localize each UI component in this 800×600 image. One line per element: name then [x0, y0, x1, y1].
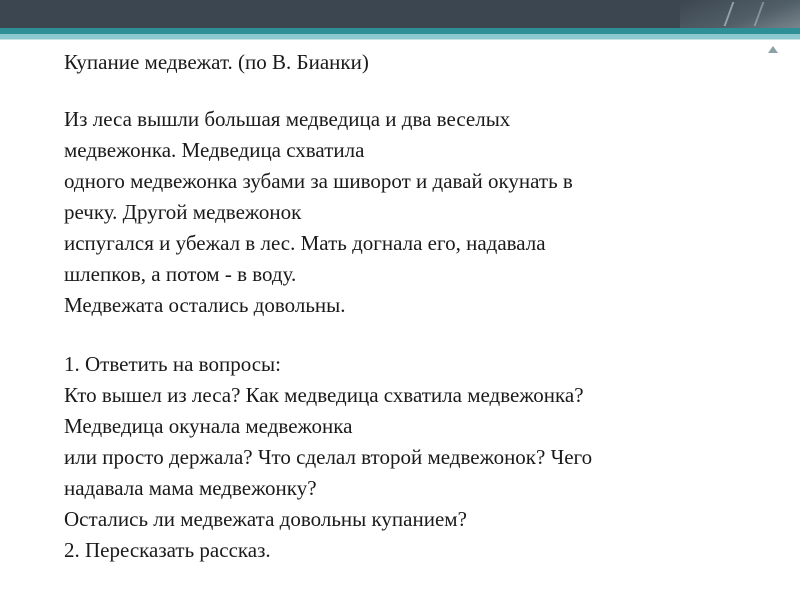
spacer [64, 76, 764, 104]
header-band [0, 0, 800, 28]
spacer [64, 321, 764, 349]
task-line: Медведица окунала медвежонка [64, 414, 353, 438]
story-line: речку. Другой медвежонок [64, 200, 302, 224]
task-line: Кто вышел из леса? Как медведица схватила медвежонка? [64, 383, 584, 407]
header-stripe-pale [0, 39, 800, 40]
task-line: надавала мама медвежонку? [64, 476, 317, 500]
slide-title: Купание медвежат. (по В. Бианки) [64, 50, 369, 74]
task-line: 1. Ответить на вопросы: [64, 352, 281, 376]
story-line: испугался и убежал в лес. Мать догнала его, надавала [64, 231, 546, 255]
header-accent [680, 0, 800, 28]
task-line: 2. Пересказать рассказ. [64, 538, 271, 562]
task-list [64, 349, 764, 566]
slide-content [64, 48, 764, 566]
task-line: или просто держала? Что сделал второй медвежонок? Чего [64, 445, 593, 469]
corner-triangle-icon [768, 46, 778, 53]
story-line: шлепков, а потом - в воду. [64, 262, 297, 286]
story-line: медвежонка. Медведица схватила [64, 138, 365, 162]
story-paragraph [64, 104, 764, 321]
task-line: Остались ли медвежата довольны купанием? [64, 507, 467, 531]
story-line: Из леса вышли большая медведица и два веселых [64, 107, 511, 131]
story-line: одного медвежонка зубами за шиворот и давай окунать в [64, 169, 573, 193]
story-line: Медвежата остались довольны. [64, 293, 346, 317]
